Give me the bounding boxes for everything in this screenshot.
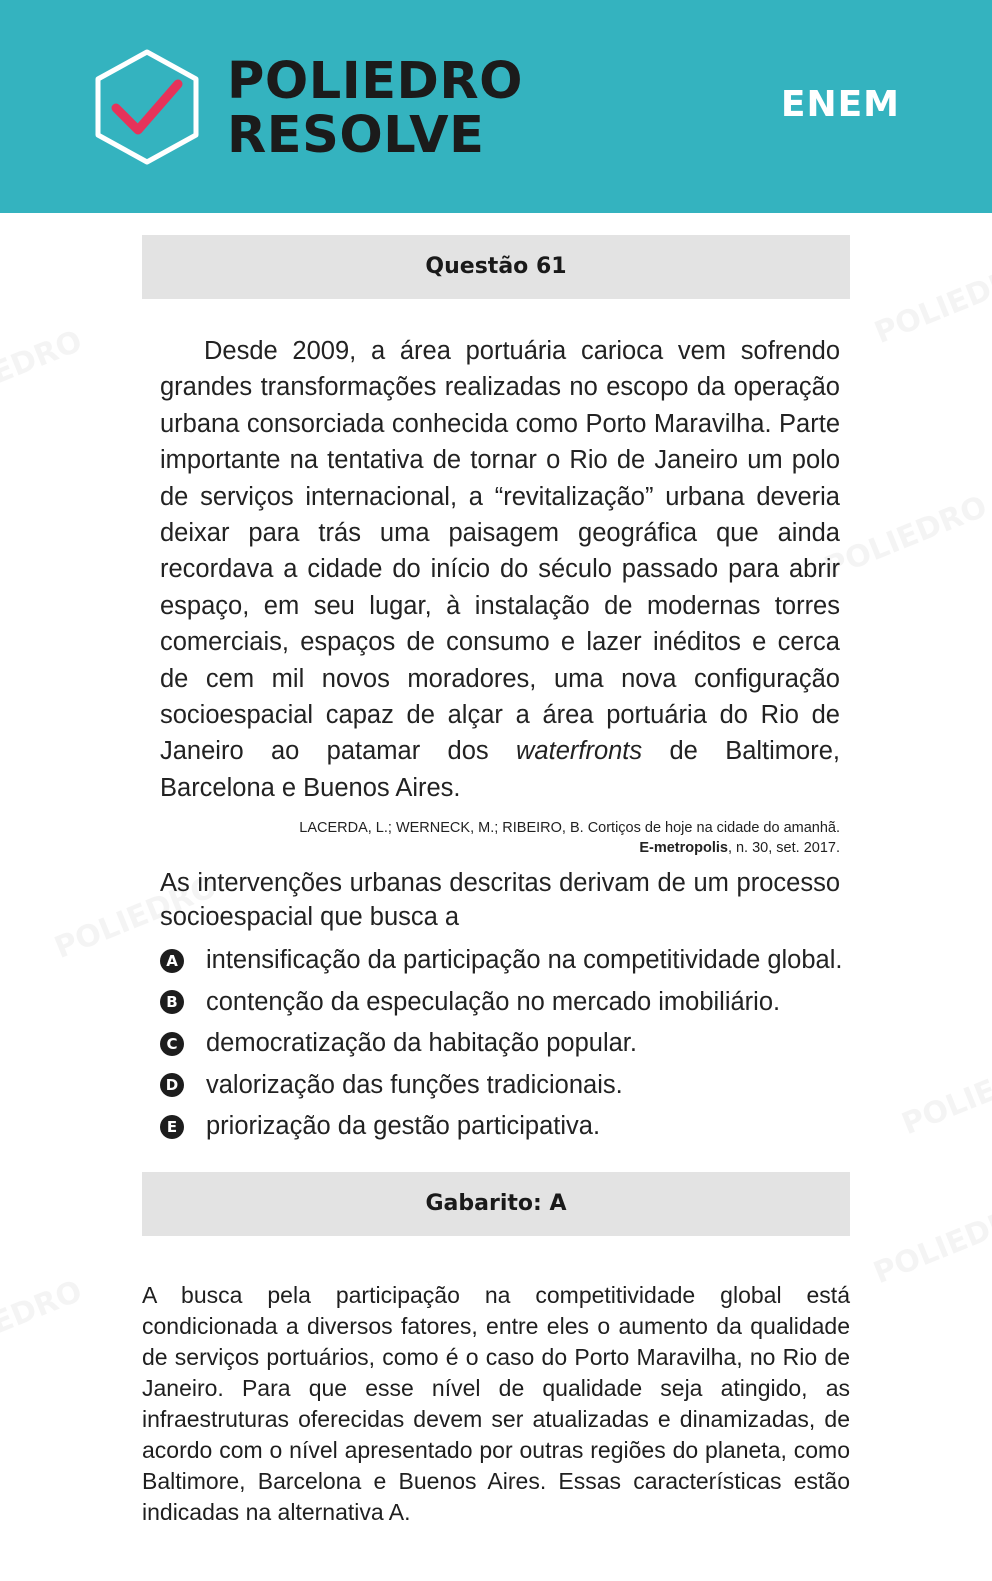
source-line-1: LACERDA, L.; WERNECK, M.; RIBEIRO, B. Cortiços de hoje na cidade do amanhã. [299,820,840,836]
brand-line-1: POLIEDRO [227,52,524,111]
option-d-text: valorização das funções tradicionais. [206,1070,623,1099]
source-details: , n. 30, set. 2017. [727,840,840,856]
option-b[interactable] [160,982,860,1024]
option-e-text: priorização da gestão participativa. [206,1112,601,1141]
source-journal: E-metropolis [639,840,728,856]
answer-explanation-text: A busca pela participação na competitividade global está condicionada a diversos fatores, entre eles o aumento da qualidade de serviços portuários, como é o caso do Porto Maravilha, no Rio de Janeiro. Para que esse nível de qualidade seja atingido, as infraestruturas oferecidas devem ser atualizadas e dinamizadas, de acordo com o nível apresentado por outras regiões do planeta, como Baltimore, Barcelona e Buenos Aires. Essas características estão indicadas na alternativa A. [142,1282,850,1525]
option-c[interactable] [160,1023,860,1065]
passage-end: de Baltimore, Barcelona e Buenos Aires. [160,737,840,802]
option-b-text: contenção da especulação no mercado imobiliário. [206,987,781,1016]
watermark [0,1274,87,1342]
option-e-badge: E [160,1115,184,1139]
watermark [869,1204,992,1291]
option-c-badge: C [160,1032,184,1056]
option-a-badge: A [160,949,184,973]
brand-name [227,52,524,165]
option-d[interactable] [160,1065,860,1107]
answer-title: Gabarito: A [142,1172,850,1236]
passage-text: Desde 2009, a área portuária carioca vem sofrendo grandes transformações realizadas no escopo da operação urbana consorciada conhecida como Porto Maravilha. Parte importante na tentativa de tornar o Rio de Janeiro um polo de serviços internacional, a “revitalização” urbana deveria deixar para trás uma paisagem geográfica que ainda recordava a cidade do início do século passado para abrir espaço, em seu lugar, à instalação de modernas torres comerciais, espaços de consumo e lazer inéditos e cerca de cem mil novos moradores, uma nova configuração socioespacial capaz de alçar a área portuária do Rio de Janeiro ao patamar dos [160,337,840,766]
question-title: Questão 61 [142,235,850,299]
question-stem: As intervenções urbanas descritas derivam de um processo socioespacial que busca a [160,869,840,931]
options-list [160,940,860,1148]
option-d-badge: D [160,1073,184,1097]
option-b-badge: B [160,990,184,1014]
watermark [870,254,992,351]
watermark [820,489,992,586]
option-a[interactable] [160,940,860,982]
passage-italic: waterfronts [516,737,643,766]
exam-label: ENEM [780,84,900,125]
brand-line-2: RESOLVE [227,106,485,165]
option-c-text: democratização da habitação popular. [206,1029,637,1058]
question-passage [160,333,840,806]
option-a-text: intensificação da participação na competitividade global. [206,946,843,975]
header-banner [0,0,992,213]
answer-explanation [142,1280,850,1528]
source-citation [160,818,840,858]
watermark [897,1073,992,1142]
option-e[interactable] [160,1106,860,1148]
watermark [0,324,87,392]
hexagon-check-logo-icon [92,48,202,166]
